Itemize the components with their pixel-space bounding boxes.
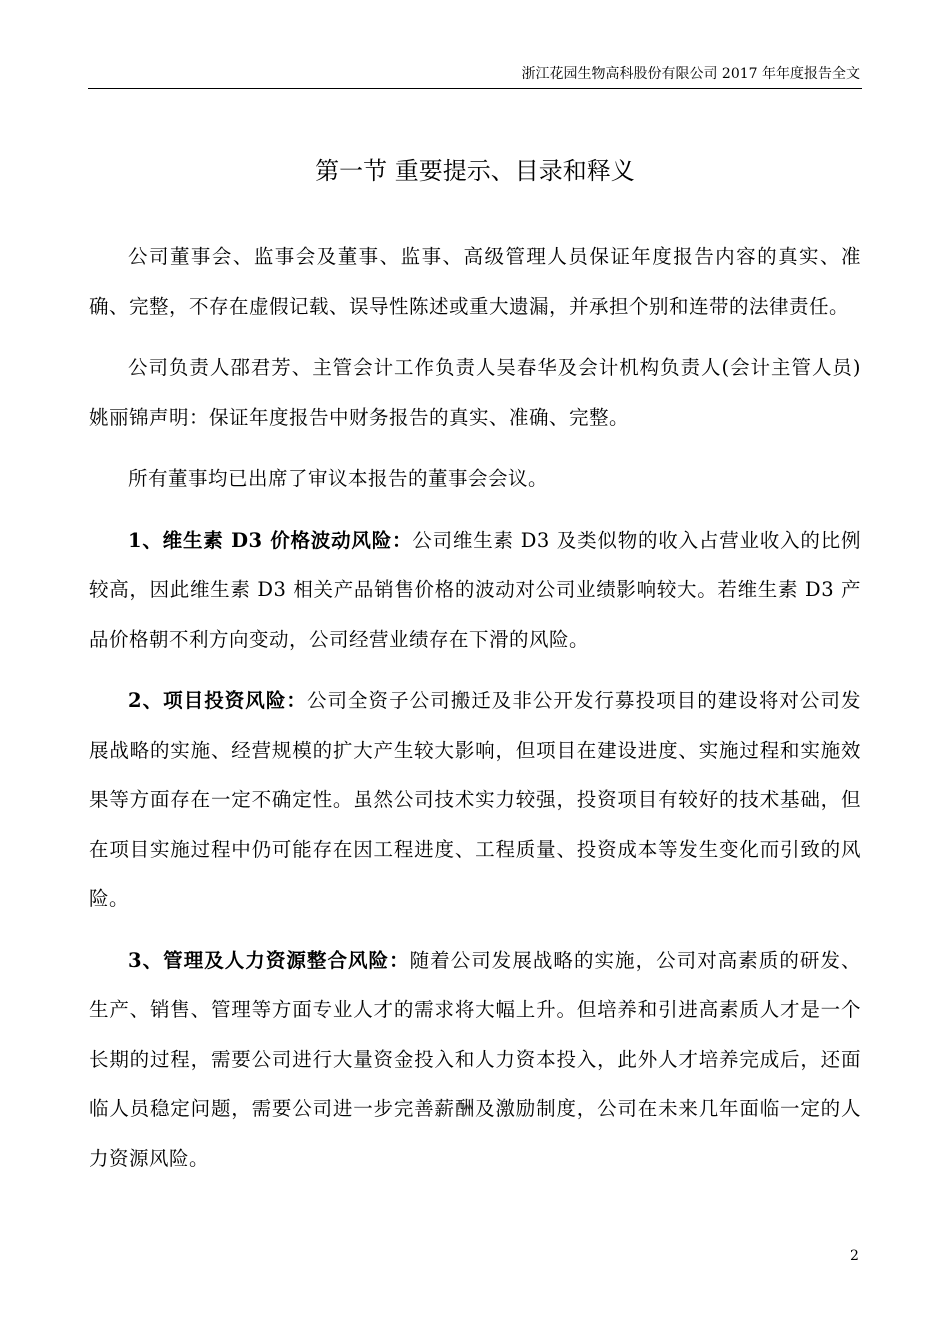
header-text: 浙江花园生物高科股份有限公司 2017 年年度报告全文 [521,66,860,82]
risk-body: 随着公司发展战略的实施，公司对高素质的研发、生产、销售、管理等方面专业人才的需求将大幅上升。但培养和引进高素质人才是一个长期的过程，需要公司进行大量资金投入和人力资本投入，此外人才培养完成后，还面临人员稳定问题，需要公司进一步完善薪酬及激励制度，公司在未来几年面临一定的人力资源风险。 [89,948,861,1170]
paragraph-board-attendance: 所有董事均已出席了审议本报告的董事会会议。 [128,467,549,490]
risk-body: 公司全资子公司搬迁及非公开发行募投项目的建设将对公司发展战略的实施、经营规模的扩大产生较大影响，但项目在建设进度、实施过程和实施效果等方面存在一定不确定性。虽然公司技术实力较强，投资项目有较好的技术基础，但在项目实施过程中仍可能存在因工程进度、工程质量、投资成本等发生变化而引致的风险。 [89,689,861,910]
document-body [89,232,861,1195]
section-title: 第一节 重要提示、目录和释义 [315,157,635,185]
risk-body: 公司维生素 D3 及类似物的收入占营业收入的比例较高，因此维生素 D3 相关产品销售价格的波动对公司业绩影响较大。若维生素 D3 产品价格朝不利方向变动，公司经营业绩存在下滑的风险。 [89,528,861,651]
page-header [88,62,862,89]
risk-item-vitamin-d3 [89,516,861,665]
risk-item-project-investment [89,676,861,924]
paragraph-responsibility: 公司董事会、监事会及董事、监事、高级管理人员保证年度报告内容的真实、准确、完整，不存在虚假记载、误导性陈述或重大遗漏，并承担个别和连带的法律责任。 [89,245,861,318]
risk-item-human-resources [89,936,861,1184]
risk-heading: 2、项目投资风险： [128,689,307,712]
risk-heading: 3、管理及人力资源整合风险： [128,948,410,972]
paragraph-officer-statement: 公司负责人邵君芳、主管会计工作负责人吴春华及会计机构负责人(会计主管人员)姚丽锦声明：保证年度报告中财务报告的真实、准确、完整。 [89,356,861,429]
risk-heading: 1、维生素 D3 价格波动风险： [128,528,413,552]
page-number: 2 [850,1248,859,1264]
